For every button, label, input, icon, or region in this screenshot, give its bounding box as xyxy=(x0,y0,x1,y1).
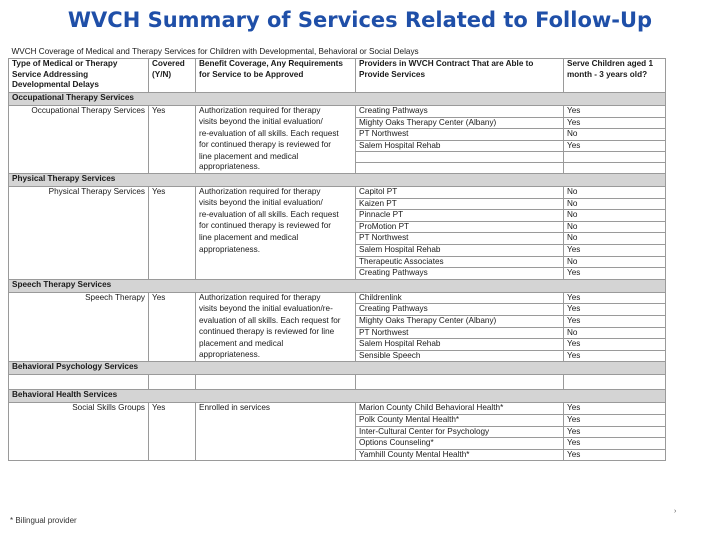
covered-cell xyxy=(149,162,196,173)
table-row xyxy=(9,316,666,328)
provider-cell: Options Counseling* xyxy=(356,438,564,450)
table-caption: WVCH Coverage of Medical and Therapy Services for Children with Developmental, Behavioral or Social Delays xyxy=(11,47,419,56)
provider-cell: Mighty Oaks Therapy Center (Albany) xyxy=(356,316,564,328)
serve-age-cell: No xyxy=(564,221,666,233)
serve-age-cell: Yes xyxy=(564,106,666,118)
serve-age-cell: No xyxy=(564,198,666,210)
section-title: Speech Therapy Services xyxy=(9,279,666,292)
service-name-cell xyxy=(9,256,149,268)
serve-age-cell: Yes xyxy=(564,426,666,438)
table-row xyxy=(9,162,666,173)
benefit-cell: re-evaluation of all skills. Each request xyxy=(196,210,356,222)
benefit-cell: appropriateness. xyxy=(196,162,356,173)
provider-cell: ProMotion PT xyxy=(356,221,564,233)
serve-age-cell: Yes xyxy=(564,117,666,129)
benefit-cell: appropriateness. xyxy=(196,245,356,257)
table-row xyxy=(9,117,666,129)
benefit-cell: Authorization required for therapy xyxy=(196,106,356,118)
provider-cell: Polk County Mental Health* xyxy=(356,414,564,426)
header-serve-age: Serve Children aged 1 month - 3 years old? xyxy=(564,59,666,93)
section-title: Behavioral Health Services xyxy=(9,390,666,403)
provider-cell xyxy=(356,152,564,163)
service-name-cell xyxy=(9,438,149,450)
service-name-cell: Occupational Therapy Services xyxy=(9,106,149,118)
table-row xyxy=(9,198,666,210)
covered-cell xyxy=(149,245,196,257)
table-row xyxy=(9,129,666,141)
covered-cell: Yes xyxy=(149,292,196,304)
serve-age-cell: Yes xyxy=(564,316,666,328)
table-row xyxy=(9,304,666,316)
benefit-cell xyxy=(196,438,356,450)
service-name-cell xyxy=(9,233,149,245)
table-row xyxy=(9,106,666,118)
service-name-cell xyxy=(9,339,149,351)
service-name-cell xyxy=(9,117,149,129)
services-table-wrap xyxy=(8,47,665,461)
table-row xyxy=(9,449,666,461)
slide-title: WVCH Summary of Services Related to Follow-Up xyxy=(67,8,653,32)
covered-cell xyxy=(149,426,196,438)
serve-age-cell: No xyxy=(564,256,666,268)
benefit-cell: Authorization required for therapy xyxy=(196,292,356,304)
service-name-cell: Speech Therapy xyxy=(9,292,149,304)
covered-cell xyxy=(149,140,196,152)
table-row xyxy=(9,350,666,362)
provider-cell: Therapeutic Associates xyxy=(356,256,564,268)
serve-age-cell: No xyxy=(564,210,666,222)
service-name-cell xyxy=(9,152,149,163)
serve-age-cell: No xyxy=(564,187,666,199)
provider-cell: Salem Hospital Rehab xyxy=(356,140,564,152)
section-header-row xyxy=(9,390,666,403)
table-row xyxy=(9,292,666,304)
services-table xyxy=(8,47,666,461)
covered-cell xyxy=(149,210,196,222)
provider-cell: Creating Pathways xyxy=(356,106,564,118)
service-name-cell xyxy=(9,221,149,233)
service-name-cell xyxy=(9,316,149,328)
serve-age-cell: Yes xyxy=(564,140,666,152)
provider-cell: PT Northwest xyxy=(356,233,564,245)
header-benefit: Benefit Coverage, Any Requirements for Service to be Approved xyxy=(196,59,356,93)
table-caption-row xyxy=(9,47,666,59)
service-name-cell: Physical Therapy Services xyxy=(9,187,149,199)
provider-cell: Yamhill County Mental Health* xyxy=(356,449,564,461)
serve-age-cell: Yes xyxy=(564,268,666,280)
covered-cell xyxy=(149,414,196,426)
benefit-cell: appropriateness. xyxy=(196,350,356,362)
table-row xyxy=(9,233,666,245)
provider-cell: Pinnacle PT xyxy=(356,210,564,222)
serve-age-cell: Yes xyxy=(564,438,666,450)
covered-cell xyxy=(149,221,196,233)
benefit-cell: line placement and medical xyxy=(196,152,356,163)
service-name-cell xyxy=(9,426,149,438)
serve-age-cell: Yes xyxy=(564,339,666,351)
benefit-cell: visits beyond the initial evaluation/ xyxy=(196,117,356,129)
covered-cell xyxy=(149,438,196,450)
provider-cell: Mighty Oaks Therapy Center (Albany) xyxy=(356,117,564,129)
covered-cell xyxy=(149,152,196,163)
empty-section-row xyxy=(9,375,666,390)
page-mark: › xyxy=(674,508,677,515)
covered-cell xyxy=(149,256,196,268)
benefit-cell xyxy=(196,414,356,426)
header-service-type: Type of Medical or Therapy Service Addressing Developmental Delays xyxy=(9,59,149,93)
provider-cell: Salem Hospital Rehab xyxy=(356,339,564,351)
provider-cell: PT Northwest xyxy=(356,327,564,339)
section-header-row xyxy=(9,93,666,106)
table-row xyxy=(9,339,666,351)
benefit-cell: Enrolled in services xyxy=(196,403,356,415)
empty-cell xyxy=(196,375,356,390)
service-name-cell xyxy=(9,449,149,461)
services-table-body xyxy=(9,47,666,461)
provider-cell: Childrenlink xyxy=(356,292,564,304)
service-name-cell xyxy=(9,304,149,316)
serve-age-cell: Yes xyxy=(564,414,666,426)
benefit-cell: Authorization required for therapy xyxy=(196,187,356,199)
service-name-cell xyxy=(9,268,149,280)
provider-cell: Capitol PT xyxy=(356,187,564,199)
section-title: Behavioral Psychology Services xyxy=(9,362,666,375)
table-row xyxy=(9,221,666,233)
section-title: Physical Therapy Services xyxy=(9,174,666,187)
covered-cell xyxy=(149,268,196,280)
table-row xyxy=(9,140,666,152)
table-header-row xyxy=(9,59,666,93)
service-name-cell xyxy=(9,210,149,222)
provider-cell: Kaizen PT xyxy=(356,198,564,210)
provider-cell: Creating Pathways xyxy=(356,268,564,280)
empty-cell xyxy=(9,375,149,390)
covered-cell xyxy=(149,449,196,461)
service-name-cell xyxy=(9,327,149,339)
benefit-cell xyxy=(196,426,356,438)
provider-cell xyxy=(356,162,564,173)
covered-cell xyxy=(149,304,196,316)
serve-age-cell: Yes xyxy=(564,245,666,257)
table-row xyxy=(9,414,666,426)
table-row xyxy=(9,245,666,257)
service-name-cell: Social Skills Groups xyxy=(9,403,149,415)
benefit-cell: continued therapy is reviewed for line xyxy=(196,327,356,339)
serve-age-cell: Yes xyxy=(564,304,666,316)
table-row xyxy=(9,152,666,163)
covered-cell xyxy=(149,316,196,328)
serve-age-cell: Yes xyxy=(564,350,666,362)
table-row xyxy=(9,438,666,450)
covered-cell xyxy=(149,350,196,362)
section-header-row xyxy=(9,362,666,375)
service-name-cell xyxy=(9,350,149,362)
provider-cell: Salem Hospital Rehab xyxy=(356,245,564,257)
section-title: Occupational Therapy Services xyxy=(9,93,666,106)
covered-cell: Yes xyxy=(149,106,196,118)
serve-age-cell xyxy=(564,152,666,163)
benefit-cell: evaluation of all skills. Each request for xyxy=(196,316,356,328)
service-name-cell xyxy=(9,162,149,173)
benefit-cell xyxy=(196,449,356,461)
covered-cell xyxy=(149,129,196,141)
provider-cell: Creating Pathways xyxy=(356,304,564,316)
service-name-cell xyxy=(9,129,149,141)
table-row xyxy=(9,403,666,415)
empty-cell xyxy=(149,375,196,390)
service-name-cell xyxy=(9,414,149,426)
covered-cell xyxy=(149,198,196,210)
covered-cell: Yes xyxy=(149,187,196,199)
benefit-cell: for continued therapy is reviewed for xyxy=(196,221,356,233)
footnote: * Bilingual provider xyxy=(10,516,77,525)
table-row xyxy=(9,187,666,199)
serve-age-cell: Yes xyxy=(564,403,666,415)
benefit-cell: visits beyond the initial evaluation/re- xyxy=(196,304,356,316)
table-row xyxy=(9,327,666,339)
benefit-cell: for continued therapy is reviewed for xyxy=(196,140,356,152)
table-row xyxy=(9,268,666,280)
benefit-cell: line placement and medical xyxy=(196,233,356,245)
covered-cell xyxy=(149,233,196,245)
serve-age-cell: Yes xyxy=(564,449,666,461)
empty-cell xyxy=(356,375,564,390)
service-name-cell xyxy=(9,245,149,257)
benefit-cell: re-evaluation of all skills. Each request xyxy=(196,129,356,141)
serve-age-cell: No xyxy=(564,233,666,245)
serve-age-cell: No xyxy=(564,129,666,141)
provider-cell: Inter-Cultural Center for Psychology xyxy=(356,426,564,438)
benefit-cell xyxy=(196,268,356,280)
table-row xyxy=(9,426,666,438)
serve-age-cell xyxy=(564,162,666,173)
table-row xyxy=(9,210,666,222)
covered-cell: Yes xyxy=(149,403,196,415)
service-name-cell xyxy=(9,198,149,210)
benefit-cell xyxy=(196,256,356,268)
empty-cell xyxy=(564,375,666,390)
header-covered: Covered (Y/N) xyxy=(149,59,196,93)
benefit-cell: visits beyond the initial evaluation/ xyxy=(196,198,356,210)
provider-cell: Marion County Child Behavioral Health* xyxy=(356,403,564,415)
covered-cell xyxy=(149,327,196,339)
section-header-row xyxy=(9,174,666,187)
service-name-cell xyxy=(9,140,149,152)
provider-cell: PT Northwest xyxy=(356,129,564,141)
table-row xyxy=(9,256,666,268)
benefit-cell: placement and medical xyxy=(196,339,356,351)
section-header-row xyxy=(9,279,666,292)
header-providers: Providers in WVCH Contract That are Able to Provide Services xyxy=(356,59,564,93)
covered-cell xyxy=(149,117,196,129)
serve-age-cell: No xyxy=(564,327,666,339)
covered-cell xyxy=(149,339,196,351)
serve-age-cell: Yes xyxy=(564,292,666,304)
provider-cell: Sensible Speech xyxy=(356,350,564,362)
